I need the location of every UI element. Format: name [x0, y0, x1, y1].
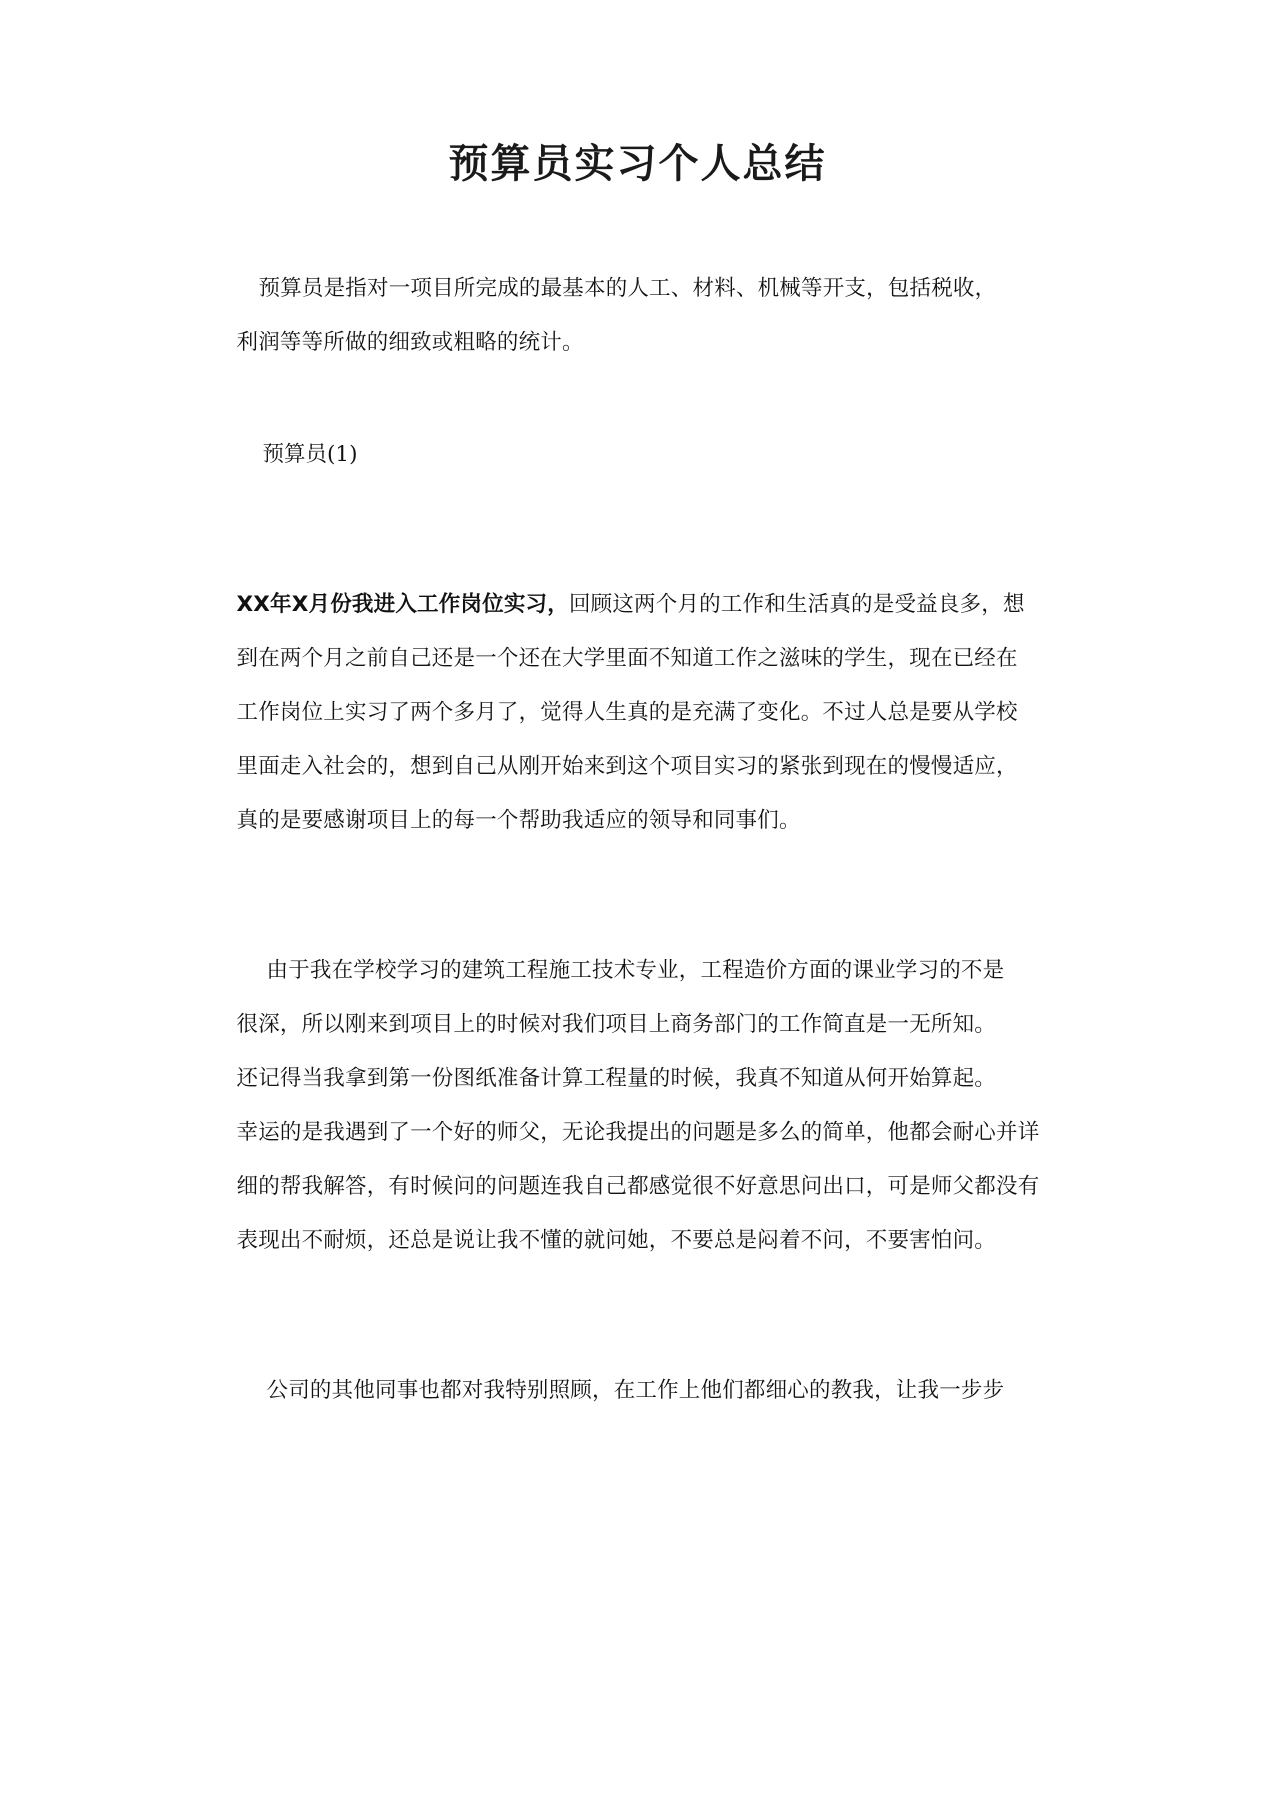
spacer-after-paragraph-2 — [237, 1268, 1049, 1364]
spacer-after-section-label — [237, 482, 1049, 578]
paragraph-1-line-4: 里面走入社会的，想到自己从刚开始来到这个项目实习的紧张到现在的慢慢适应， — [236, 754, 1018, 779]
paragraph-2-line-3: 还记得当我拿到第一份图纸准备计算工程量的时候，我真不知道从何开始算起。 — [236, 1066, 997, 1091]
intro-line-2: 利润等等所做的细致或粗略的统计。 — [236, 330, 584, 355]
paragraph-1-line-2: 到在两个月之前自己还是一个还在大学里面不知道工作之滋味的学生，现在已经在 — [236, 646, 1018, 671]
spacer-after-paragraph-1 — [237, 848, 1049, 944]
paragraph-3-line-1: 公司的其他同事也都对我特别照顾，在工作上他们都细心的教我，让我一步步 — [266, 1378, 1005, 1403]
paragraph-2-line-5: 细的帮我解答，有时候问的问题连我自己都感觉很不好意思问出口，可是师父都没有 — [236, 1174, 1040, 1199]
intro-line-1: 预算员是指对一项目所完成的最基本的人工、材料、机械等开支，包括税收， — [258, 276, 997, 301]
paragraph-1-line-5: 真的是要感谢项目上的每一个帮助我适应的领导和同事们。 — [236, 808, 801, 833]
paragraph-1-line-1-emphasis: XX年X月份我进入工作岗位实习， — [236, 592, 569, 617]
spacer-after-title — [0, 188, 1275, 262]
page-title: 预算员实习个人总结 — [448, 141, 827, 187]
paragraph-1-line-1 — [237, 578, 1049, 632]
document-body — [227, 262, 1049, 1418]
paragraph-1-line-1-rest: 回顾这两个月的工作和生活真的是受益良多，想 — [568, 592, 1025, 617]
paragraph-2-line-6: 表现出不耐烦，还总是说让我不懂的就问她，不要总是闷着不问，不要害怕问。 — [236, 1228, 997, 1253]
paragraph-2-line-2: 很深，所以刚来到项目上的时候对我们项目上商务部门的工作简直是一无所知。 — [236, 1012, 997, 1037]
paragraph-1-line-3: 工作岗位上实习了两个多月了，觉得人生真的是充满了变化。不过人总是要从学校 — [236, 700, 1018, 725]
spacer-after-intro — [237, 370, 1049, 428]
paragraph-2-line-1: 由于我在学校学习的建筑工程施工技术专业，工程造价方面的课业学习的不是 — [266, 958, 1005, 983]
section-label-1: 预算员(1) — [262, 442, 358, 467]
paragraph-2-line-4: 幸运的是我遇到了一个好的师父，无论我提出的问题是多么的简单，他都会耐心并详 — [236, 1120, 1040, 1145]
